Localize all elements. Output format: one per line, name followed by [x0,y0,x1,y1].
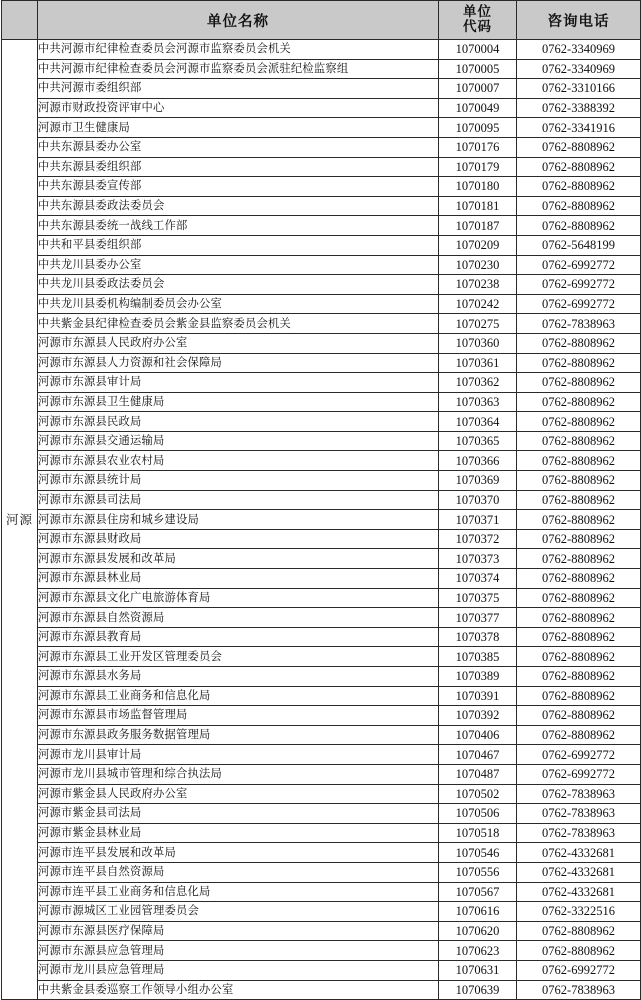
unit-code-cell: 1070209 [439,235,517,255]
unit-code-cell: 1070238 [439,275,517,295]
table-row [2,196,641,216]
unit-name-cell: 河源市紫金县人民政府办公室 [38,784,439,804]
table-row [2,255,641,275]
phone-cell: 0762-7838963 [517,804,641,824]
unit-code-cell: 1070620 [439,921,517,941]
table-row [2,490,641,510]
table-body [2,40,641,1000]
phone-cell: 0762-6992772 [517,255,641,275]
header-unit-code [439,1,517,40]
phone-cell: 0762-7838963 [517,314,641,334]
phone-cell: 0762-6992772 [517,745,641,765]
table-row [2,98,641,118]
unit-code-cell: 1070364 [439,412,517,432]
unit-name-cell: 中共河源市纪律检查委员会河源市监察委员会机关 [38,40,439,60]
table-row [2,314,641,334]
table-row [2,686,641,706]
header-unit-code-line2: 代码 [463,19,492,35]
unit-code-cell: 1070049 [439,98,517,118]
phone-cell: 0762-8808962 [517,373,641,393]
table-row [2,137,641,157]
unit-name-cell: 河源市龙川县应急管理局 [38,960,439,980]
table-row [2,216,641,236]
table-row [2,823,641,843]
phone-cell: 0762-8808962 [517,216,641,236]
unit-name-cell: 河源市卫生健康局 [38,118,439,138]
unit-code-cell: 1070375 [439,588,517,608]
unit-name-cell: 河源市龙川县审计局 [38,745,439,765]
table-row [2,608,641,628]
header-region-cell [2,1,38,40]
phone-cell: 0762-3310166 [517,79,641,99]
table-row [2,941,641,961]
unit-code-cell: 1070230 [439,255,517,275]
unit-code-cell: 1070631 [439,960,517,980]
table-row [2,843,641,863]
unit-name-cell: 中共东源县委组织部 [38,157,439,177]
unit-code-cell: 1070506 [439,804,517,824]
unit-name-cell: 中共紫金县纪律检查委员会紫金县监察委员会机关 [38,314,439,334]
phone-cell: 0762-5648199 [517,235,641,255]
table-row [2,745,641,765]
unit-name-cell: 河源市东源县政务服务数据管理局 [38,725,439,745]
phone-cell: 0762-8808962 [517,529,641,549]
unit-code-cell: 1070391 [439,686,517,706]
phone-cell: 0762-8808962 [517,412,641,432]
unit-name-cell: 河源市源城区工业园管理委员会 [38,902,439,922]
table-row [2,79,641,99]
unit-name-cell: 河源市东源县人力资源和社会保障局 [38,353,439,373]
table-row [2,862,641,882]
unit-name-cell: 中共龙川县委办公室 [38,255,439,275]
table-row [2,960,641,980]
phone-cell: 0762-8808962 [517,627,641,647]
phone-cell: 0762-8808962 [517,177,641,197]
table-row [2,882,641,902]
table-row [2,647,641,667]
unit-code-cell: 1070179 [439,157,517,177]
phone-cell: 0762-6992772 [517,294,641,314]
phone-cell: 0762-8808962 [517,569,641,589]
phone-cell: 0762-3341916 [517,118,641,138]
unit-code-cell: 1070623 [439,941,517,961]
table-row [2,667,641,687]
unit-name-cell: 河源市东源县农业农村局 [38,451,439,471]
phone-cell: 0762-8808962 [517,353,641,373]
phone-cell: 0762-4332681 [517,843,641,863]
table-row [2,177,641,197]
table-row [2,980,641,1000]
unit-code-cell: 1070385 [439,647,517,667]
unit-name-cell: 河源市龙川县城市管理和综合执法局 [38,764,439,784]
unit-name-cell: 中共龙川县委机构编制委员会办公室 [38,294,439,314]
phone-cell: 0762-7838963 [517,784,641,804]
unit-code-cell: 1070639 [439,980,517,1000]
unit-name-cell: 河源市东源县医疗保障局 [38,921,439,941]
table-row [2,59,641,79]
unit-code-cell: 1070370 [439,490,517,510]
unit-name-cell: 河源市东源县财政局 [38,529,439,549]
unit-code-cell: 1070180 [439,177,517,197]
phone-cell: 0762-8808962 [517,471,641,491]
table-row [2,510,641,530]
table-row [2,784,641,804]
phone-cell: 0762-8808962 [517,725,641,745]
phone-cell: 0762-7838963 [517,980,641,1000]
phone-cell: 0762-8808962 [517,686,641,706]
table-row [2,275,641,295]
unit-name-cell: 河源市东源县司法局 [38,490,439,510]
phone-cell: 0762-8808962 [517,706,641,726]
unit-code-cell: 1070373 [439,549,517,569]
phone-cell: 0762-8808962 [517,588,641,608]
unit-name-cell: 河源市东源县工业商务和信息化局 [38,686,439,706]
unit-code-cell: 1070518 [439,823,517,843]
phone-cell: 0762-3388392 [517,98,641,118]
unit-code-cell: 1070378 [439,627,517,647]
unit-name-cell: 河源市连平县自然资源局 [38,862,439,882]
table-row [2,471,641,491]
phone-cell: 0762-8808962 [517,196,641,216]
table-row [2,706,641,726]
phone-cell: 0762-8808962 [517,510,641,530]
table-row [2,412,641,432]
table-row [2,392,641,412]
unit-name-cell: 河源市东源县民政局 [38,412,439,432]
unit-code-cell: 1070546 [439,843,517,863]
phone-cell: 0762-6992772 [517,960,641,980]
unit-code-cell: 1070374 [439,569,517,589]
unit-code-cell: 1070242 [439,294,517,314]
table-row [2,157,641,177]
unit-name-cell: 河源市东源县市场监督管理局 [38,706,439,726]
table-row [2,294,641,314]
table-row [2,588,641,608]
unit-name-cell: 河源市东源县水务局 [38,667,439,687]
header-unit-code-line1: 单位 [463,4,492,20]
unit-name-cell: 中共河源市纪律检查委员会河源市监察委员会派驻纪检监察组 [38,59,439,79]
unit-name-cell: 河源市东源县发展和改革局 [38,549,439,569]
table-header-row [2,1,641,40]
phone-cell: 0762-8808962 [517,647,641,667]
unit-name-cell: 河源市连平县工业商务和信息化局 [38,882,439,902]
unit-code-cell: 1070004 [439,40,517,60]
unit-code-cell: 1070616 [439,902,517,922]
unit-code-cell: 1070502 [439,784,517,804]
unit-code-cell: 1070389 [439,667,517,687]
phone-cell: 0762-8808962 [517,392,641,412]
unit-name-cell: 河源市紫金县司法局 [38,804,439,824]
unit-name-cell: 河源市东源县卫生健康局 [38,392,439,412]
unit-name-cell: 中共紫金县委巡察工作领导小组办公室 [38,980,439,1000]
phone-cell: 0762-3340969 [517,40,641,60]
unit-code-cell: 1070362 [439,373,517,393]
unit-name-cell: 中共龙川县委政法委员会 [38,275,439,295]
unit-table [1,0,641,1000]
unit-code-cell: 1070007 [439,79,517,99]
unit-name-cell: 河源市东源县自然资源局 [38,608,439,628]
unit-code-cell: 1070095 [439,118,517,138]
unit-name-cell: 河源市东源县应急管理局 [38,941,439,961]
phone-cell: 0762-8808962 [517,921,641,941]
unit-name-cell: 中共和平县委组织部 [38,235,439,255]
table-row [2,431,641,451]
unit-name-cell: 河源市东源县审计局 [38,373,439,393]
phone-cell: 0762-8808962 [517,608,641,628]
phone-cell: 0762-8808962 [517,941,641,961]
unit-code-cell: 1070187 [439,216,517,236]
table-row [2,40,641,60]
unit-code-cell: 1070487 [439,764,517,784]
phone-cell: 0762-8808962 [517,333,641,353]
table-row [2,764,641,784]
header-phone: 咨询电话 [517,1,641,40]
table-row [2,549,641,569]
phone-cell: 0762-6992772 [517,764,641,784]
phone-cell: 0762-4332681 [517,882,641,902]
unit-code-cell: 1070371 [439,510,517,530]
phone-cell: 0762-8808962 [517,137,641,157]
unit-name-cell: 中共东源县委统一战线工作部 [38,216,439,236]
unit-name-cell: 河源市东源县统计局 [38,471,439,491]
unit-code-cell: 1070360 [439,333,517,353]
unit-name-cell: 河源市财政投资评审中心 [38,98,439,118]
phone-cell: 0762-3340969 [517,59,641,79]
unit-name-cell: 中共东源县委宣传部 [38,177,439,197]
unit-name-cell: 河源市东源县交通运输局 [38,431,439,451]
unit-code-cell: 1070365 [439,431,517,451]
phone-cell: 0762-8808962 [517,490,641,510]
unit-code-cell: 1070369 [439,471,517,491]
unit-code-cell: 1070005 [439,59,517,79]
table-row [2,353,641,373]
unit-name-cell: 河源市东源县教育局 [38,627,439,647]
table-row [2,569,641,589]
table-row [2,627,641,647]
unit-code-cell: 1070363 [439,392,517,412]
table-row [2,902,641,922]
table-row [2,804,641,824]
unit-name-cell: 河源市东源县人民政府办公室 [38,333,439,353]
unit-name-cell: 中共东源县委办公室 [38,137,439,157]
table-row [2,451,641,471]
unit-code-cell: 1070372 [439,529,517,549]
phone-cell: 0762-8808962 [517,451,641,471]
region-cell: 河源 [2,40,38,1000]
unit-code-cell: 1070377 [439,608,517,628]
unit-name-cell: 河源市东源县林业局 [38,569,439,589]
unit-code-cell: 1070275 [439,314,517,334]
table-row [2,235,641,255]
unit-code-cell: 1070392 [439,706,517,726]
unit-code-cell: 1070406 [439,725,517,745]
unit-name-cell: 河源市东源县文化广电旅游体育局 [38,588,439,608]
table-row [2,725,641,745]
table-row [2,921,641,941]
phone-cell: 0762-7838963 [517,823,641,843]
unit-code-cell: 1070181 [439,196,517,216]
table-row [2,118,641,138]
unit-code-cell: 1070556 [439,862,517,882]
unit-code-cell: 1070567 [439,882,517,902]
table-row [2,373,641,393]
phone-cell: 0762-8808962 [517,667,641,687]
unit-code-cell: 1070176 [439,137,517,157]
table-row [2,529,641,549]
unit-name-cell: 河源市东源县工业开发区管理委员会 [38,647,439,667]
unit-name-cell: 中共东源县委政法委员会 [38,196,439,216]
phone-cell: 0762-8808962 [517,431,641,451]
unit-code-cell: 1070366 [439,451,517,471]
unit-code-cell: 1070467 [439,745,517,765]
unit-name-cell: 河源市东源县住房和城乡建设局 [38,510,439,530]
unit-name-cell: 河源市连平县发展和改革局 [38,843,439,863]
header-unit-name: 单位名称 [38,1,439,40]
unit-name-cell: 河源市紫金县林业局 [38,823,439,843]
table-row [2,333,641,353]
phone-cell: 0762-8808962 [517,157,641,177]
phone-cell: 0762-4332681 [517,862,641,882]
unit-code-cell: 1070361 [439,353,517,373]
phone-cell: 0762-3322516 [517,902,641,922]
phone-cell: 0762-6992772 [517,275,641,295]
unit-name-cell: 中共河源市委组织部 [38,79,439,99]
phone-cell: 0762-8808962 [517,549,641,569]
